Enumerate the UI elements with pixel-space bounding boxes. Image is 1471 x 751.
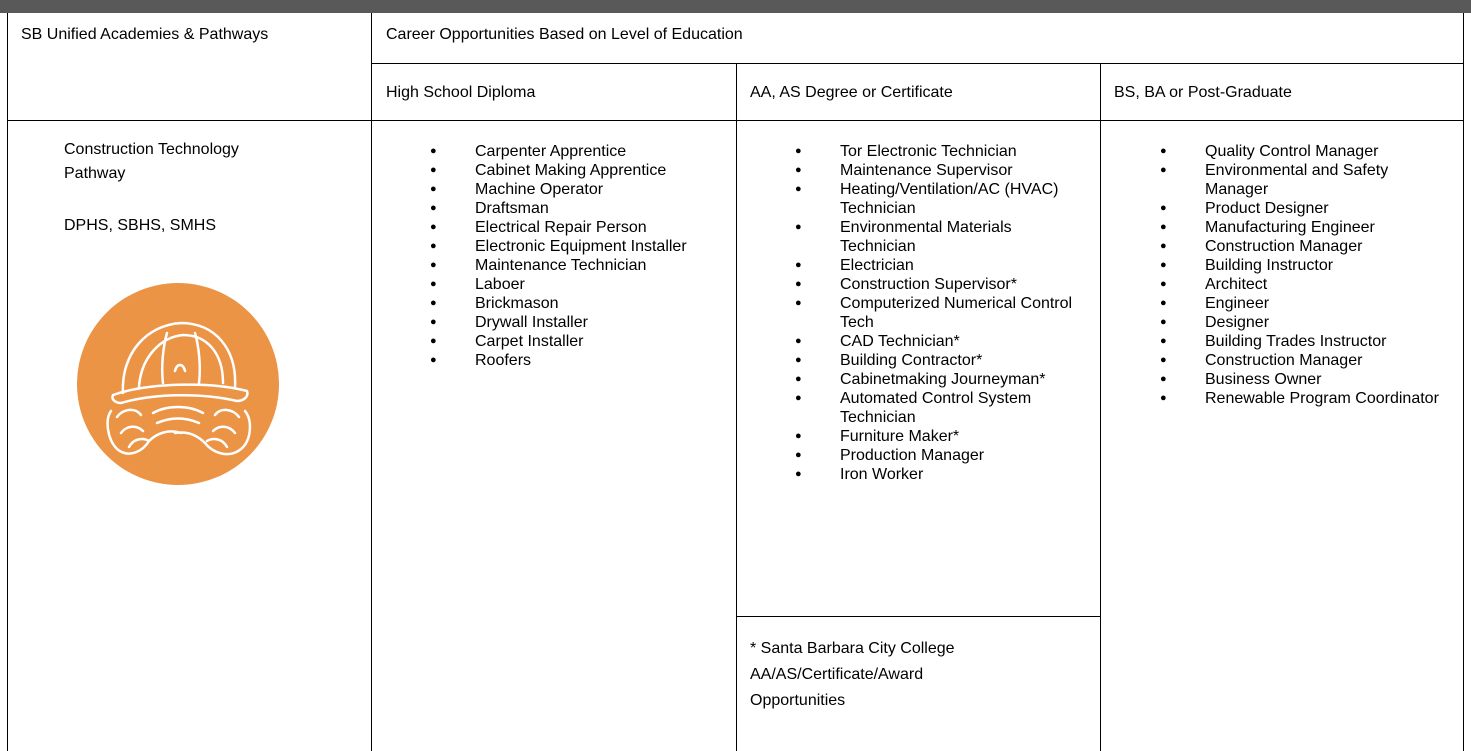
list-item: ● Building Trades Instructor <box>1151 332 1453 351</box>
pathway-schools: DPHS, SBHS, SMHS <box>64 217 217 234</box>
list-item: ● Furniture Maker* <box>786 427 1088 446</box>
list-item: ● Laboer <box>421 275 726 294</box>
list-item: ● Carpenter Apprentice <box>421 142 726 161</box>
column-header-aa-as: AA, AS Degree or Certificate <box>750 84 953 101</box>
list-item: ● Construction Manager <box>1151 351 1453 370</box>
top-bar <box>0 0 1471 13</box>
list-item: ● Tor Electronic Technician <box>786 142 1088 161</box>
list-item: ● Building Contractor* <box>786 351 1088 370</box>
list-item: ● Heating/Ventilation/AC (HVAC) Technician <box>786 180 1088 218</box>
list-item: ● Renewable Program Coordinator <box>1151 389 1453 408</box>
footnote-line2: AA/AS/Certificate/Award <box>750 666 924 683</box>
list-item: ● Automated Control System Technician <box>786 389 1088 427</box>
border-col3 <box>1100 63 1101 751</box>
list-item: ● Machine Operator <box>421 180 726 199</box>
list-item: ● Computerized Numerical Control Tech <box>786 294 1088 332</box>
list-item: ● Cabinet Making Apprentice <box>421 161 726 180</box>
list-item: ● Electrician <box>786 256 1088 275</box>
list-item: ● Construction Supervisor* <box>786 275 1088 294</box>
list-item: ● Drywall Installer <box>421 313 726 332</box>
aa-as-career-list <box>786 142 1088 484</box>
pathway-name-line2: Pathway <box>64 165 126 182</box>
list-item: ● Environmental and Safety Manager <box>1151 161 1453 199</box>
list-item: ● Electrical Repair Person <box>421 218 726 237</box>
border-col1 <box>371 13 372 751</box>
column-header-high-school: High School Diploma <box>386 84 536 101</box>
list-item: ● Building Instructor <box>1151 256 1453 275</box>
border-row1 <box>371 63 1464 64</box>
academies-header: SB Unified Academies & Pathways <box>21 26 269 43</box>
border-footnote <box>736 616 1101 617</box>
list-item: ● Brickmason <box>421 294 726 313</box>
border-right <box>1463 13 1464 751</box>
list-item: ● Carpet Installer <box>421 332 726 351</box>
list-item: ● Manufacturing Engineer <box>1151 218 1453 237</box>
list-item: ● Iron Worker <box>786 465 1088 484</box>
border-row2 <box>7 120 1464 121</box>
footnote-line1: * Santa Barbara City College <box>750 640 955 657</box>
pathway-name-line1: Construction Technology <box>64 141 239 158</box>
list-item: ● Designer <box>1151 313 1453 332</box>
list-item: ● Construction Manager <box>1151 237 1453 256</box>
list-item: ● Maintenance Supervisor <box>786 161 1088 180</box>
list-item: ● Maintenance Technician <box>421 256 726 275</box>
high-school-career-list <box>421 142 726 370</box>
bs-ba-career-list <box>1151 142 1453 408</box>
footnote-line3: Opportunities <box>750 692 846 709</box>
list-item: ● Product Designer <box>1151 199 1453 218</box>
hard-hat-gloves-icon <box>77 283 279 485</box>
border-left <box>7 13 8 751</box>
list-item: ● Quality Control Manager <box>1151 142 1453 161</box>
list-item: ● Draftsman <box>421 199 726 218</box>
list-item: ● Architect <box>1151 275 1453 294</box>
list-item: ● Engineer <box>1151 294 1453 313</box>
list-item: ● Production Manager <box>786 446 1088 465</box>
career-header: Career Opportunities Based on Level of Education <box>386 26 743 43</box>
list-item: ● Roofers <box>421 351 726 370</box>
list-item: ● Business Owner <box>1151 370 1453 389</box>
border-col2 <box>736 63 737 751</box>
list-item: ● Electronic Equipment Installer <box>421 237 726 256</box>
list-item: ● Cabinetmaking Journeyman* <box>786 370 1088 389</box>
list-item: ● Environmental Materials Technician <box>786 218 1088 256</box>
column-header-bs-ba: BS, BA or Post-Graduate <box>1114 84 1292 101</box>
list-item: ● CAD Technician* <box>786 332 1088 351</box>
